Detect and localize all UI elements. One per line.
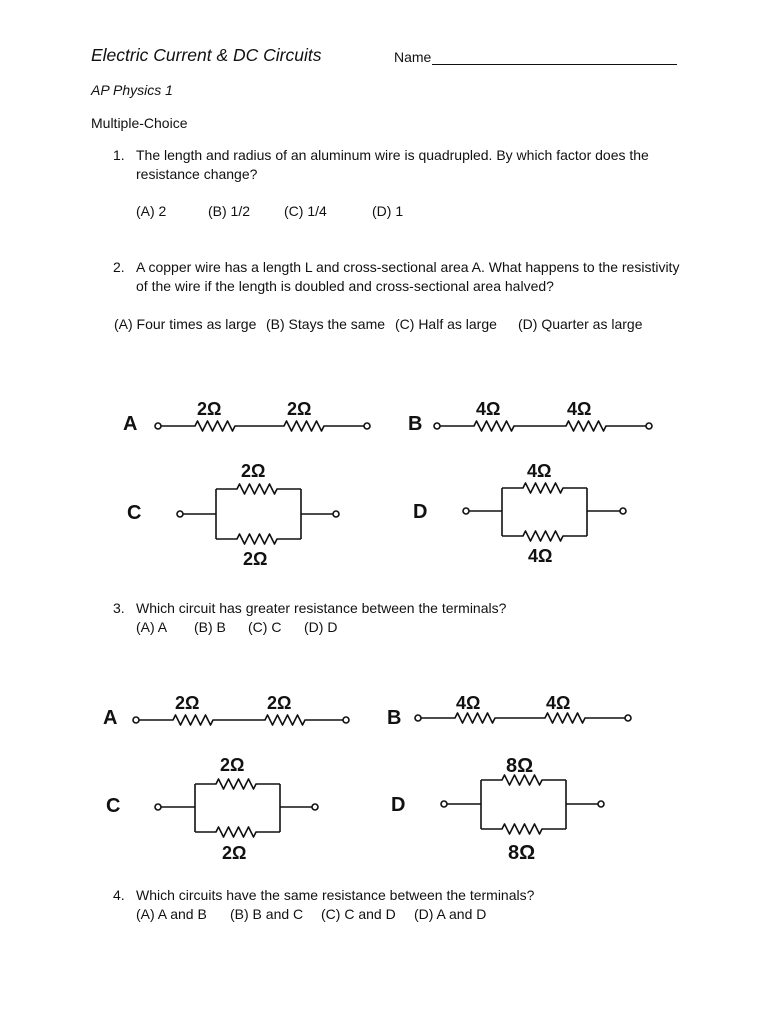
set2-label-a: A [103,707,118,729]
question-1-choice-d: (D) 1 [372,203,404,219]
set2-b-r1-value: 4Ω [456,693,481,713]
question-3-number: 3. [113,600,125,616]
question-3-choice-c: (C) C [248,619,282,635]
question-1-line-2: resistance change? [136,166,258,182]
set2-label-c: C [106,795,121,817]
question-2-line-2: of the wire if the length is doubled and cross-sectional area halved? [136,278,554,294]
question-2-line-1: A copper wire has a length L and cross-sectional area A. What happens to the resistivity [136,259,680,275]
set2-d-r1-value: 8Ω [506,755,534,777]
worksheet-title: Electric Current & DC Circuits [91,45,322,65]
set1-label-c: C [127,502,142,524]
set1-label-b: B [408,413,423,435]
course-name: AP Physics 1 [91,82,173,98]
set2-c-r2-value: 2Ω [222,843,247,863]
question-2-choice-a: (A) Four times as large [114,316,257,332]
question-4-choice-d: (D) A and D [414,906,487,922]
set1-circuit-b-series [434,421,652,431]
question-4-text: Which circuits have the same resistance between the terminals? [136,887,535,903]
question-1-line-1: The length and radius of an aluminum wire is quadrupled. By which factor does the [136,147,649,163]
question-2-choice-c: (C) Half as large [395,316,497,332]
name-label: Name [394,49,432,65]
question-4-number: 4. [113,887,125,903]
set1-circuit-a-series [155,421,370,431]
set1-a-r1-value: 2Ω [197,399,222,419]
question-4-choice-a: (A) A and B [136,906,207,922]
set2-label-d: D [391,794,406,816]
set1-b-r2-value: 4Ω [567,399,592,419]
set1-d-r1-value: 4Ω [527,461,552,481]
question-4-choice-b: (B) B and C [230,906,304,922]
question-3-text: Which circuit has greater resistance between the terminals? [136,600,507,616]
set2-circuit-c-parallel [155,779,318,837]
question-2-choice-d: (D) Quarter as large [518,316,643,332]
question-3-choice-b: (B) B [194,619,226,635]
set1-label-d: D [413,501,428,523]
question-3-choice-d: (D) D [304,619,338,635]
set2-b-r2-value: 4Ω [546,693,571,713]
set2-circuit-a-series [133,715,349,725]
set2-a-r2-value: 2Ω [267,693,292,713]
set1-circuit-c-parallel [177,484,339,544]
question-1-choice-a: (A) 2 [136,203,167,219]
set1-d-r2-value: 4Ω [528,546,553,566]
set1-c-r1-value: 2Ω [241,461,266,481]
set2-circuit-b-series [415,713,631,723]
question-1-choice-b: (B) 1/2 [208,203,251,219]
set2-circuit-d-parallel [441,775,604,834]
set1-circuit-d-parallel [463,483,626,541]
question-2-choice-b: (B) Stays the same [266,316,386,332]
set2-a-r1-value: 2Ω [175,693,200,713]
question-2-number: 2. [113,259,125,275]
set1-b-r1-value: 4Ω [476,399,501,419]
question-1-number: 1. [113,147,125,163]
question-3-choice-a: (A) A [136,619,168,635]
set1-a-r2-value: 2Ω [287,399,312,419]
set2-label-b: B [387,707,402,729]
set2-c-r1-value: 2Ω [220,755,245,775]
question-1-choice-c: (C) 1/4 [284,203,327,219]
section-heading: Multiple-Choice [91,115,188,131]
set2-d-r2-value: 8Ω [508,842,536,864]
set1-label-a: A [123,413,138,435]
question-4-choice-c: (C) C and D [321,906,396,922]
set1-c-r2-value: 2Ω [243,549,268,569]
